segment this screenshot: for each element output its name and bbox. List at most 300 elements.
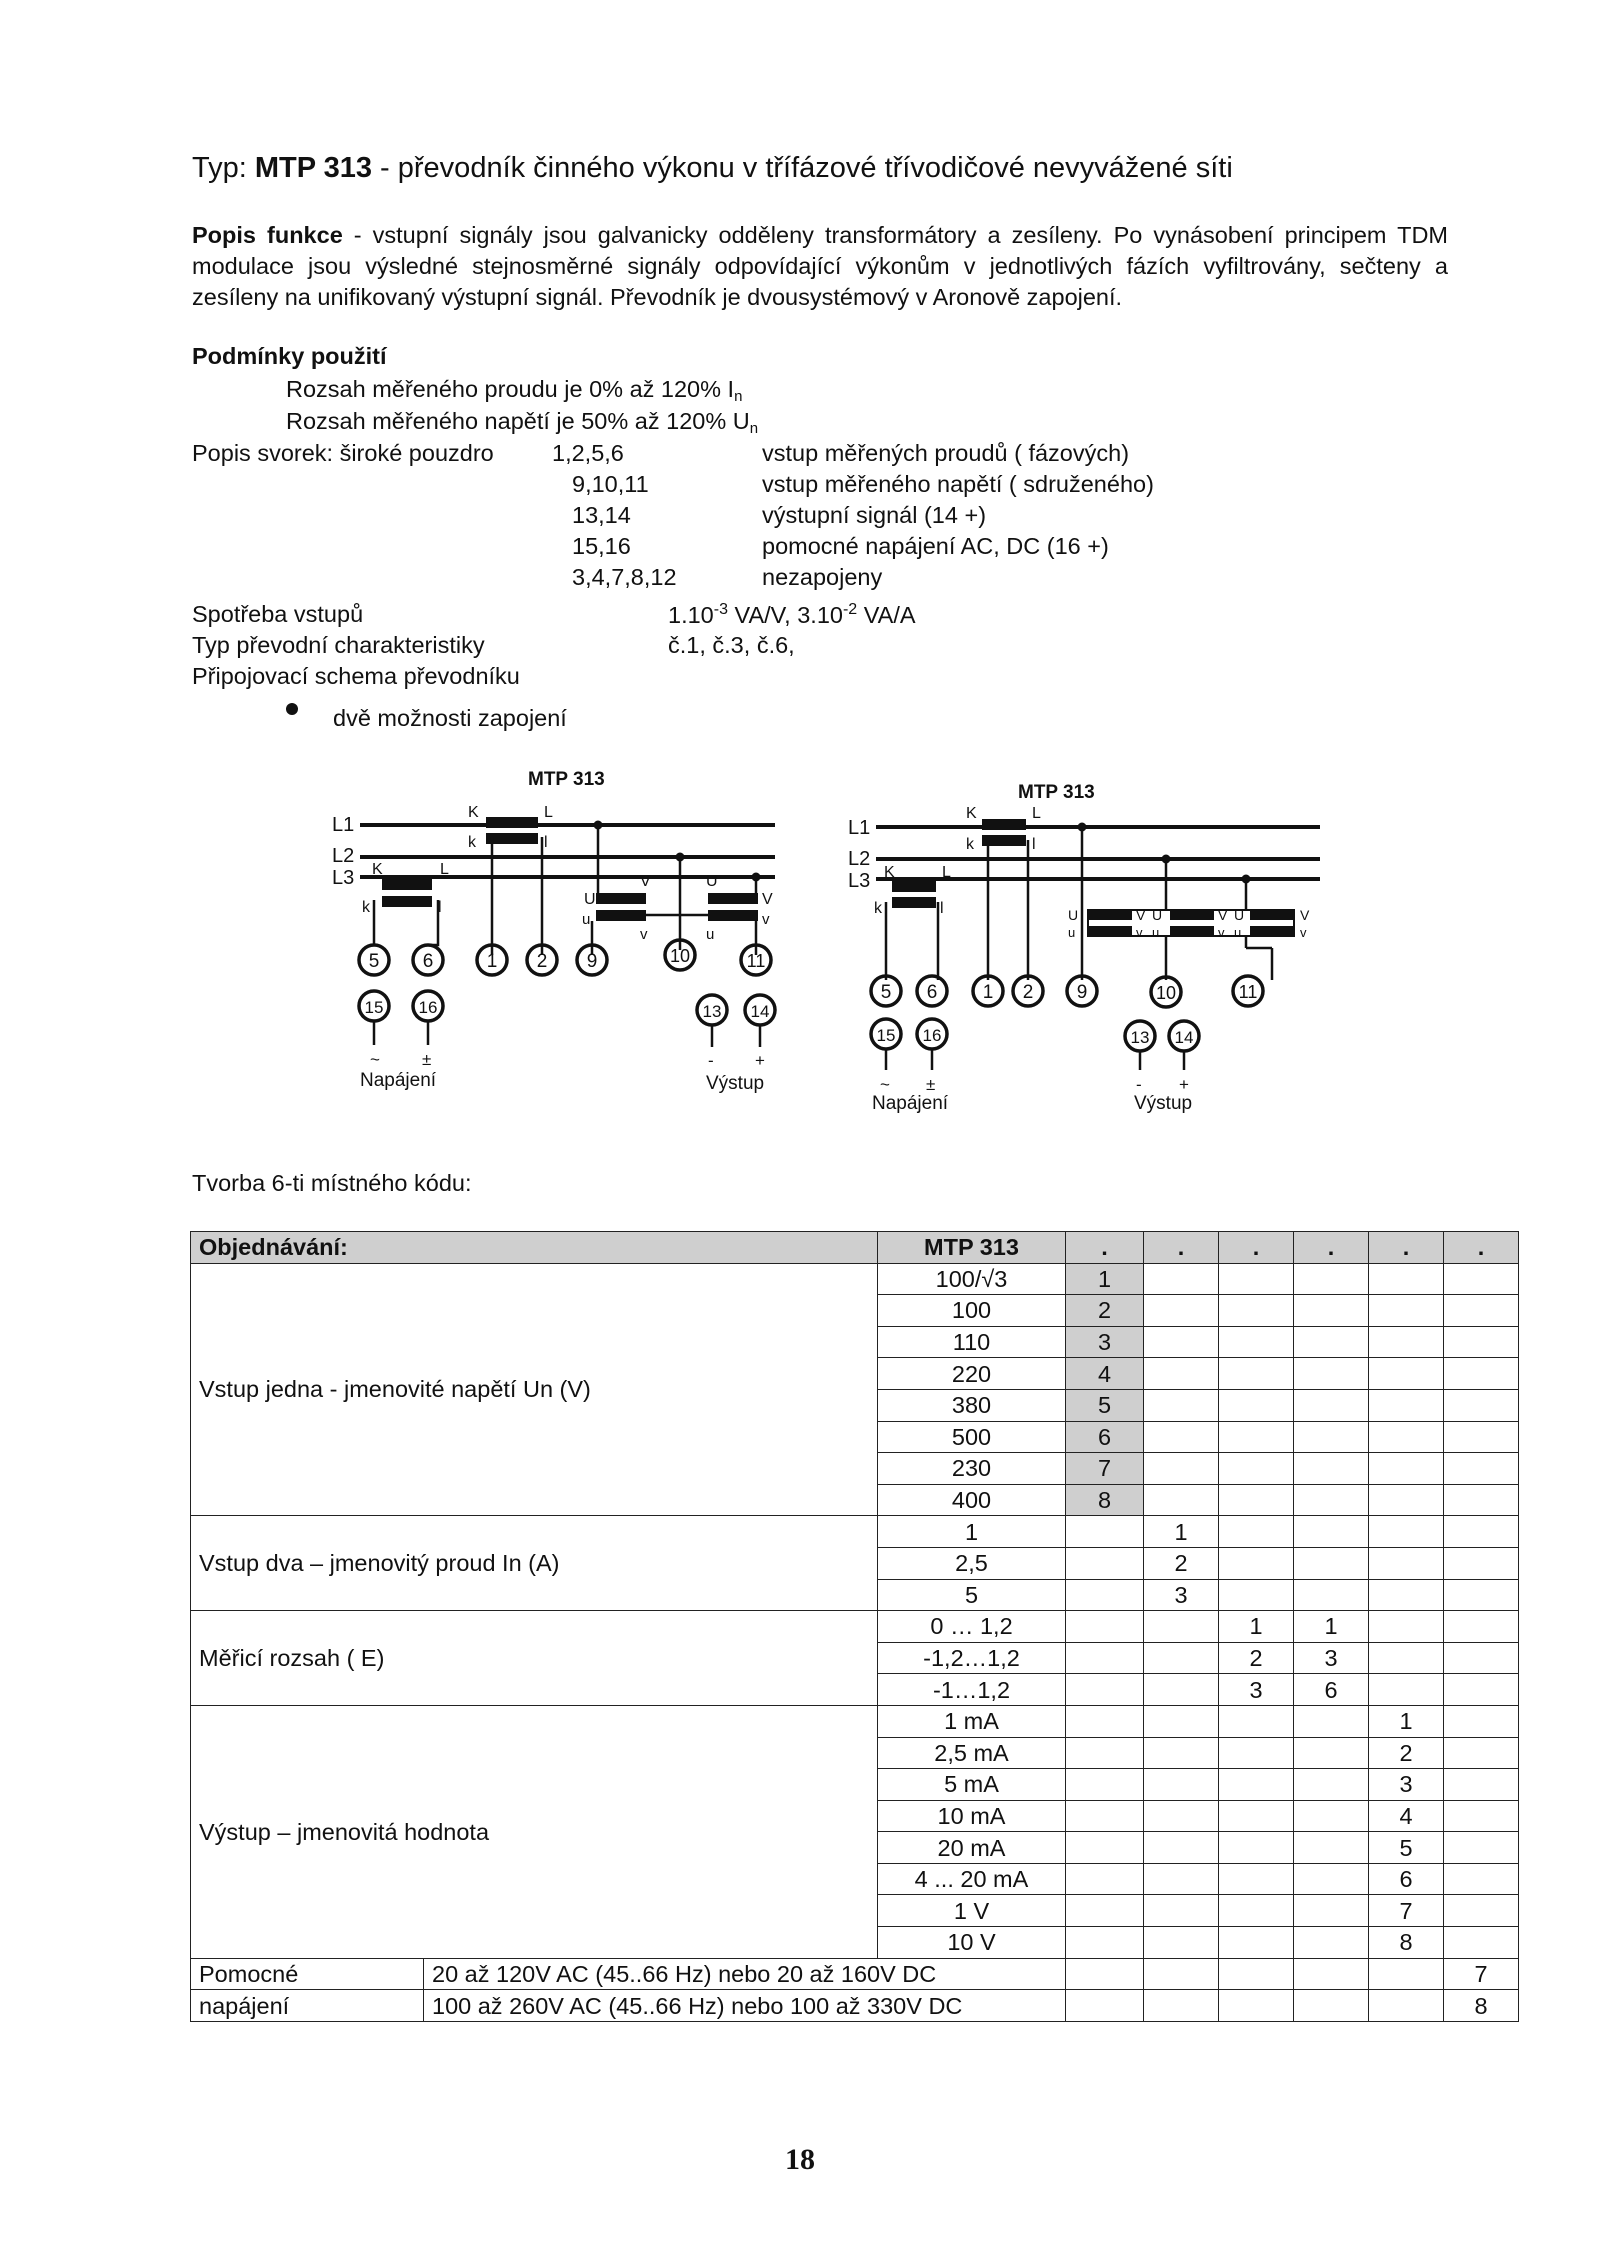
ct-label: L: [942, 864, 951, 881]
code-cell: 7: [1369, 1895, 1444, 1927]
vt-label: V: [640, 873, 651, 890]
code-cell: [1294, 1769, 1369, 1801]
code-cell: [1219, 1737, 1294, 1769]
code-cell: 2: [1219, 1642, 1294, 1674]
code-cell: [1066, 1611, 1144, 1643]
phase-label: L3: [848, 870, 871, 892]
ct-label: k: [362, 899, 370, 916]
vt-label: U: [584, 891, 596, 908]
code-cell: [1144, 1263, 1219, 1295]
code-cell: [1369, 1579, 1444, 1611]
supply-label: Napájení: [360, 1070, 437, 1091]
code-cell: [1444, 1263, 1519, 1295]
code-cell: [1444, 1927, 1519, 1959]
current-range: [286, 376, 742, 405]
terminal-number: 9: [586, 951, 598, 972]
ct-label: K: [884, 864, 895, 881]
code-cell: [1066, 1800, 1144, 1832]
ct-label: L: [1032, 805, 1041, 822]
code-cell: [1444, 1769, 1519, 1801]
code-cell: [1066, 1863, 1144, 1895]
code-cell: [1066, 1737, 1144, 1769]
code-cell: [1219, 1453, 1294, 1485]
code-cell: 8: [1444, 1990, 1519, 2022]
code-cell: 3: [1294, 1642, 1369, 1674]
code-cell: 4: [1066, 1358, 1144, 1390]
current-range-text: Rozsah měřeného proudu je 0% až 120% I: [286, 376, 735, 402]
order-header-model: MTP 313: [878, 1232, 1066, 1264]
code-cell: [1144, 1389, 1219, 1421]
code-cell: [1219, 1326, 1294, 1358]
supply-group-label: napájení: [191, 1990, 424, 2022]
code-cell: 1: [1369, 1705, 1444, 1737]
order-group-label: Výstup – jmenovitá hodnota: [191, 1705, 878, 1958]
code-cell: [1444, 1547, 1519, 1579]
code-cell: [1066, 1769, 1144, 1801]
code-cell: 1: [1066, 1263, 1144, 1295]
terminal-number: 11: [1238, 982, 1258, 1002]
code-cell: [1444, 1800, 1519, 1832]
ct-label: k: [468, 834, 476, 851]
code-cell: [1219, 1958, 1294, 1990]
output-symbol: -: [1136, 1075, 1142, 1094]
code-cell: 5: [1066, 1389, 1144, 1421]
order-group-label: Měřicí rozsah ( E): [191, 1611, 878, 1706]
code-intro: Tvorba 6-ti místného kódu:: [192, 1170, 472, 1196]
code-cell: [1144, 1421, 1219, 1453]
ct-label: K: [372, 861, 383, 878]
terminal-number: 11: [746, 951, 766, 971]
ct-label: K: [468, 804, 479, 821]
supply-label: Napájení: [872, 1093, 949, 1114]
code-cell: [1444, 1832, 1519, 1864]
order-option-value: -1,2…1,2: [878, 1642, 1066, 1674]
supply-option-value: 20 až 120V AC (45..66 Hz) nebo 20 až 160V DC: [424, 1958, 1066, 1990]
code-cell: [1294, 1737, 1369, 1769]
terminal-number: 14: [750, 1002, 770, 1021]
page-number: 18: [785, 2143, 815, 2176]
order-option-value: 400: [878, 1484, 1066, 1516]
phase-label: L1: [848, 817, 871, 839]
code-cell: [1219, 1800, 1294, 1832]
vt-label: U: [1068, 907, 1079, 923]
terminal-number: 5: [368, 951, 380, 972]
code-cell: [1219, 1295, 1294, 1327]
code-cell: [1369, 1642, 1444, 1674]
code-cell: [1219, 1705, 1294, 1737]
code-cell: [1144, 1832, 1219, 1864]
code-cell: 5: [1369, 1832, 1444, 1864]
code-cell: [1444, 1389, 1519, 1421]
code-cell: [1444, 1295, 1519, 1327]
voltage-range: [286, 408, 758, 437]
vt-label: u: [1152, 925, 1160, 940]
vt-label: V: [762, 891, 773, 908]
terminal-number: 1: [486, 951, 498, 972]
terminal-number: 6: [926, 982, 938, 1003]
code-cell: [1219, 1547, 1294, 1579]
supply-group-label: Pomocné: [191, 1958, 424, 1990]
code-cell: 6: [1369, 1863, 1444, 1895]
code-cell: [1444, 1358, 1519, 1390]
order-option-value: 380: [878, 1389, 1066, 1421]
consumption-label: Spotřeba vstupů: [192, 601, 364, 627]
code-cell: [1294, 1579, 1369, 1611]
order-option-value: 1: [878, 1516, 1066, 1548]
order-group-label: Vstup dva – jmenovitý proud In (A): [191, 1516, 878, 1611]
vt-label: v: [1136, 925, 1143, 940]
code-cell: [1294, 1453, 1369, 1485]
terminal-pins: 13,14: [572, 502, 631, 528]
terminal-number: 15: [364, 998, 384, 1017]
code-cell: [1444, 1737, 1519, 1769]
code-position: .: [1066, 1232, 1144, 1264]
vt-label: v: [1218, 925, 1225, 940]
characteristic-value: č.1, č.3, č.6,: [668, 632, 795, 658]
order-row: [191, 1705, 1519, 1737]
code-cell: [1369, 1358, 1444, 1390]
code-cell: [1294, 1958, 1369, 1990]
code-cell: 1: [1294, 1611, 1369, 1643]
code-cell: [1369, 1611, 1444, 1643]
order-row: [191, 1958, 1519, 1990]
code-cell: [1144, 1642, 1219, 1674]
code-cell: [1444, 1579, 1519, 1611]
code-cell: [1144, 1295, 1219, 1327]
code-cell: [1369, 1990, 1444, 2022]
diagram-model: MTP 313: [1018, 782, 1095, 803]
code-cell: [1219, 1421, 1294, 1453]
vt-label: u: [582, 911, 591, 928]
vt-label: u: [1234, 925, 1242, 940]
phase-label: L2: [848, 848, 871, 870]
code-cell: [1294, 1389, 1369, 1421]
code-cell: 7: [1066, 1453, 1144, 1485]
terminal-number: 5: [880, 982, 892, 1003]
supply-option-value: 100 až 260V AC (45..66 Hz) nebo 100 až 330V DC: [424, 1990, 1066, 2022]
characteristic-label: Typ převodní charakteristiky: [192, 632, 485, 658]
code-cell: [1219, 1832, 1294, 1864]
code-cell: [1444, 1895, 1519, 1927]
ct-label: L: [544, 804, 553, 821]
code-cell: 8: [1369, 1927, 1444, 1959]
phase-label: L2: [332, 845, 355, 867]
code-cell: [1144, 1927, 1219, 1959]
consumption-part: VA/V, 3.10: [727, 602, 843, 628]
code-cell: [1219, 1484, 1294, 1516]
code-position: .: [1294, 1232, 1369, 1264]
code-cell: 8: [1066, 1484, 1144, 1516]
schema-label: Připojovací schema převodníku: [192, 663, 520, 689]
code-position: .: [1144, 1232, 1219, 1264]
code-cell: [1294, 1358, 1369, 1390]
phase-label: L1: [332, 814, 355, 836]
bullet-icon: [286, 703, 298, 715]
code-cell: [1144, 1895, 1219, 1927]
ct-label: K: [966, 805, 977, 822]
code-cell: [1294, 1547, 1369, 1579]
order-header-row: [191, 1232, 1519, 1264]
description-text: - vstupní signály jsou galvanicky odděleny transformátory a zesíleny. Po vynásobení principem TDM modulace jsou výsledné stejnosměrné signály odpovídající výkonům v jednotlivých fázích vyfiltrovány, sečteny a zesíleny na unifikovaný výstupní signál. Převodník je dvousystémový v Aronově zapojení.: [192, 222, 1448, 310]
order-row: [191, 1516, 1519, 1548]
code-cell: [1144, 1863, 1219, 1895]
terminal-number: 6: [422, 951, 434, 972]
ct-label: l: [544, 834, 548, 851]
order-option-value: 500: [878, 1421, 1066, 1453]
code-cell: [1066, 1579, 1144, 1611]
code-position: .: [1369, 1232, 1444, 1264]
code-cell: [1369, 1295, 1444, 1327]
consumption-value: [668, 601, 916, 629]
supply-symbol: ~: [880, 1075, 890, 1094]
code-cell: 1: [1144, 1516, 1219, 1548]
vt-label: v: [1300, 925, 1307, 940]
conditions-heading: Podmínky použití: [192, 343, 387, 369]
order-option-value: 5 mA: [878, 1769, 1066, 1801]
code-cell: [1144, 1705, 1219, 1737]
code-cell: [1294, 1895, 1369, 1927]
code-cell: [1294, 1516, 1369, 1548]
code-cell: 2: [1144, 1547, 1219, 1579]
order-option-value: -1…1,2: [878, 1674, 1066, 1706]
order-option-value: 10 mA: [878, 1800, 1066, 1832]
terminals-label: Popis svorek: široké pouzdro: [192, 440, 494, 466]
code-cell: [1444, 1611, 1519, 1643]
ct-label: L: [440, 861, 449, 878]
code-cell: [1066, 1642, 1144, 1674]
ct-label: k: [874, 900, 882, 917]
code-cell: [1369, 1958, 1444, 1990]
code-cell: [1066, 1674, 1144, 1706]
code-cell: [1294, 1990, 1369, 2022]
code-cell: [1219, 1863, 1294, 1895]
terminal-number: 13: [1130, 1028, 1150, 1047]
code-cell: [1444, 1326, 1519, 1358]
code-cell: [1219, 1990, 1294, 2022]
code-cell: [1219, 1579, 1294, 1611]
code-cell: 1: [1219, 1611, 1294, 1643]
code-cell: [1144, 1674, 1219, 1706]
vt-label: u: [1068, 925, 1076, 940]
terminal-desc: vstup měřeného napětí ( sdruženého): [762, 471, 1154, 497]
consumption-exp: -2: [842, 601, 858, 618]
code-cell: 2: [1369, 1737, 1444, 1769]
order-option-value: 5: [878, 1579, 1066, 1611]
order-option-value: 100: [878, 1295, 1066, 1327]
diagram-model: MTP 313: [528, 769, 605, 790]
code-cell: [1219, 1358, 1294, 1390]
title-prefix: Typ:: [192, 152, 255, 184]
code-cell: 3: [1219, 1674, 1294, 1706]
vt-label: U: [706, 873, 718, 890]
order-option-value: 230: [878, 1453, 1066, 1485]
ct-label: l: [1032, 836, 1036, 853]
order-option-value: 4 ... 20 mA: [878, 1863, 1066, 1895]
code-cell: [1219, 1895, 1294, 1927]
order-option-value: 20 mA: [878, 1832, 1066, 1864]
wiring-diagram-2: [836, 768, 1336, 1138]
code-cell: [1444, 1642, 1519, 1674]
terminal-pins: 15,16: [572, 533, 631, 559]
voltage-range-sub: n: [749, 420, 759, 437]
output-label: Výstup: [1134, 1093, 1193, 1114]
code-cell: [1066, 1516, 1144, 1548]
wiring-diagram-1: [320, 755, 800, 1125]
order-option-value: 1 mA: [878, 1705, 1066, 1737]
code-cell: [1444, 1705, 1519, 1737]
order-option-value: 1 V: [878, 1895, 1066, 1927]
terminal-number: 15: [876, 1026, 896, 1045]
terminal-pins: 1,2,5,6: [552, 440, 624, 466]
code-cell: 7: [1444, 1958, 1519, 1990]
terminal-number: 2: [1022, 982, 1034, 1003]
code-cell: [1144, 1958, 1219, 1990]
code-cell: [1066, 1990, 1144, 2022]
order-option-value: 110: [878, 1326, 1066, 1358]
code-cell: [1144, 1990, 1219, 2022]
ct-label: k: [966, 836, 974, 853]
code-cell: 3: [1144, 1579, 1219, 1611]
vt-label: V: [1136, 907, 1146, 923]
code-cell: [1144, 1769, 1219, 1801]
output-symbol: +: [755, 1051, 765, 1070]
code-cell: [1444, 1674, 1519, 1706]
code-cell: [1444, 1484, 1519, 1516]
terminal-number: 2: [536, 951, 548, 972]
order-option-value: 2,5: [878, 1547, 1066, 1579]
terminal-number: 14: [1174, 1028, 1194, 1047]
output-symbol: +: [1179, 1075, 1189, 1094]
order-option-value: 100/√3: [878, 1263, 1066, 1295]
terminal-number: 16: [922, 1026, 942, 1045]
vt-label: U: [1152, 907, 1163, 923]
code-cell: [1369, 1453, 1444, 1485]
order-option-value: 10 V: [878, 1927, 1066, 1959]
code-cell: [1294, 1863, 1369, 1895]
ct-label: l: [940, 900, 944, 917]
code-cell: [1444, 1421, 1519, 1453]
vt-label: v: [640, 926, 648, 943]
order-table: [190, 1231, 1519, 2022]
terminal-desc: vstup měřených proudů ( fázových): [762, 440, 1130, 466]
code-cell: [1294, 1832, 1369, 1864]
terminal-number: 10: [1155, 983, 1177, 1003]
current-range-sub: n: [734, 388, 743, 405]
code-cell: [1294, 1326, 1369, 1358]
title-suffix: - převodník činného výkonu v třífázové třívodičové nevyvážené síti: [372, 152, 1233, 184]
code-cell: [1369, 1674, 1444, 1706]
vt-label: V: [1300, 907, 1310, 923]
code-cell: [1219, 1389, 1294, 1421]
code-cell: [1294, 1705, 1369, 1737]
code-cell: [1369, 1389, 1444, 1421]
order-option-value: 220: [878, 1358, 1066, 1390]
code-cell: [1144, 1800, 1219, 1832]
code-cell: [1294, 1421, 1369, 1453]
order-row: [191, 1990, 1519, 2022]
code-cell: [1294, 1800, 1369, 1832]
code-cell: [1444, 1516, 1519, 1548]
code-cell: [1066, 1895, 1144, 1927]
page-title: [192, 152, 1233, 185]
supply-symbol: ~: [370, 1050, 380, 1069]
code-cell: [1144, 1611, 1219, 1643]
consumption-part: 1.10: [668, 602, 714, 628]
code-cell: [1369, 1484, 1444, 1516]
code-cell: [1144, 1484, 1219, 1516]
code-cell: 3: [1066, 1326, 1144, 1358]
code-cell: [1444, 1453, 1519, 1485]
terminal-number: 16: [418, 998, 438, 1017]
ct-label: l: [438, 899, 442, 916]
order-row: [191, 1611, 1519, 1643]
code-cell: 2: [1066, 1295, 1144, 1327]
consumption-part: VA/A: [857, 602, 916, 628]
code-cell: [1066, 1832, 1144, 1864]
code-cell: [1369, 1263, 1444, 1295]
code-cell: [1294, 1927, 1369, 1959]
terminal-pins: 3,4,7,8,12: [572, 564, 677, 590]
code-cell: 6: [1066, 1421, 1144, 1453]
supply-symbol: ±: [422, 1050, 432, 1069]
code-cell: [1066, 1705, 1144, 1737]
title-model: MTP 313: [254, 152, 372, 184]
code-cell: [1369, 1326, 1444, 1358]
terminal-number: 9: [1076, 982, 1088, 1003]
code-cell: 6: [1294, 1674, 1369, 1706]
order-row: [191, 1263, 1519, 1295]
output-label: Výstup: [706, 1073, 765, 1094]
terminal-desc: výstupní signál (14 +): [762, 502, 987, 528]
terminal-desc: pomocné napájení AC, DC (16 +): [762, 533, 1109, 559]
code-cell: [1369, 1421, 1444, 1453]
consumption-exp: -3: [713, 601, 728, 618]
code-cell: [1219, 1927, 1294, 1959]
code-cell: [1219, 1263, 1294, 1295]
terminal-pins: 9,10,11: [572, 471, 649, 497]
code-cell: [1444, 1863, 1519, 1895]
vt-label: V: [1218, 907, 1228, 923]
code-cell: [1294, 1484, 1369, 1516]
terminal-desc: nezapojeny: [762, 564, 883, 590]
code-position: .: [1444, 1232, 1519, 1264]
output-symbol: -: [708, 1051, 714, 1070]
code-cell: [1144, 1737, 1219, 1769]
code-cell: [1294, 1295, 1369, 1327]
schema-bullet-text: dvě možnosti zapojení: [333, 705, 567, 731]
code-cell: [1144, 1326, 1219, 1358]
vt-label: v: [762, 911, 770, 928]
code-cell: [1066, 1547, 1144, 1579]
terminal-number: 1: [982, 982, 994, 1003]
phase-label: L3: [332, 867, 355, 889]
order-option-value: 0 … 1,2: [878, 1611, 1066, 1643]
vt-label: u: [706, 926, 715, 943]
terminal-number: 10: [669, 946, 691, 966]
code-cell: 3: [1369, 1769, 1444, 1801]
code-cell: [1369, 1516, 1444, 1548]
code-position: .: [1219, 1232, 1294, 1264]
description-lead: Popis funkce: [192, 222, 343, 248]
function-description: [192, 220, 1448, 313]
code-cell: [1144, 1358, 1219, 1390]
voltage-range-text: Rozsah měřeného napětí je 50% až 120% U: [286, 408, 750, 434]
code-cell: 4: [1369, 1800, 1444, 1832]
terminal-number: 13: [702, 1002, 722, 1021]
order-option-value: 2,5 mA: [878, 1737, 1066, 1769]
order-header-label: Objednávání:: [191, 1232, 878, 1264]
order-group-label: Vstup jedna - jmenovité napětí Un (V): [191, 1263, 878, 1516]
